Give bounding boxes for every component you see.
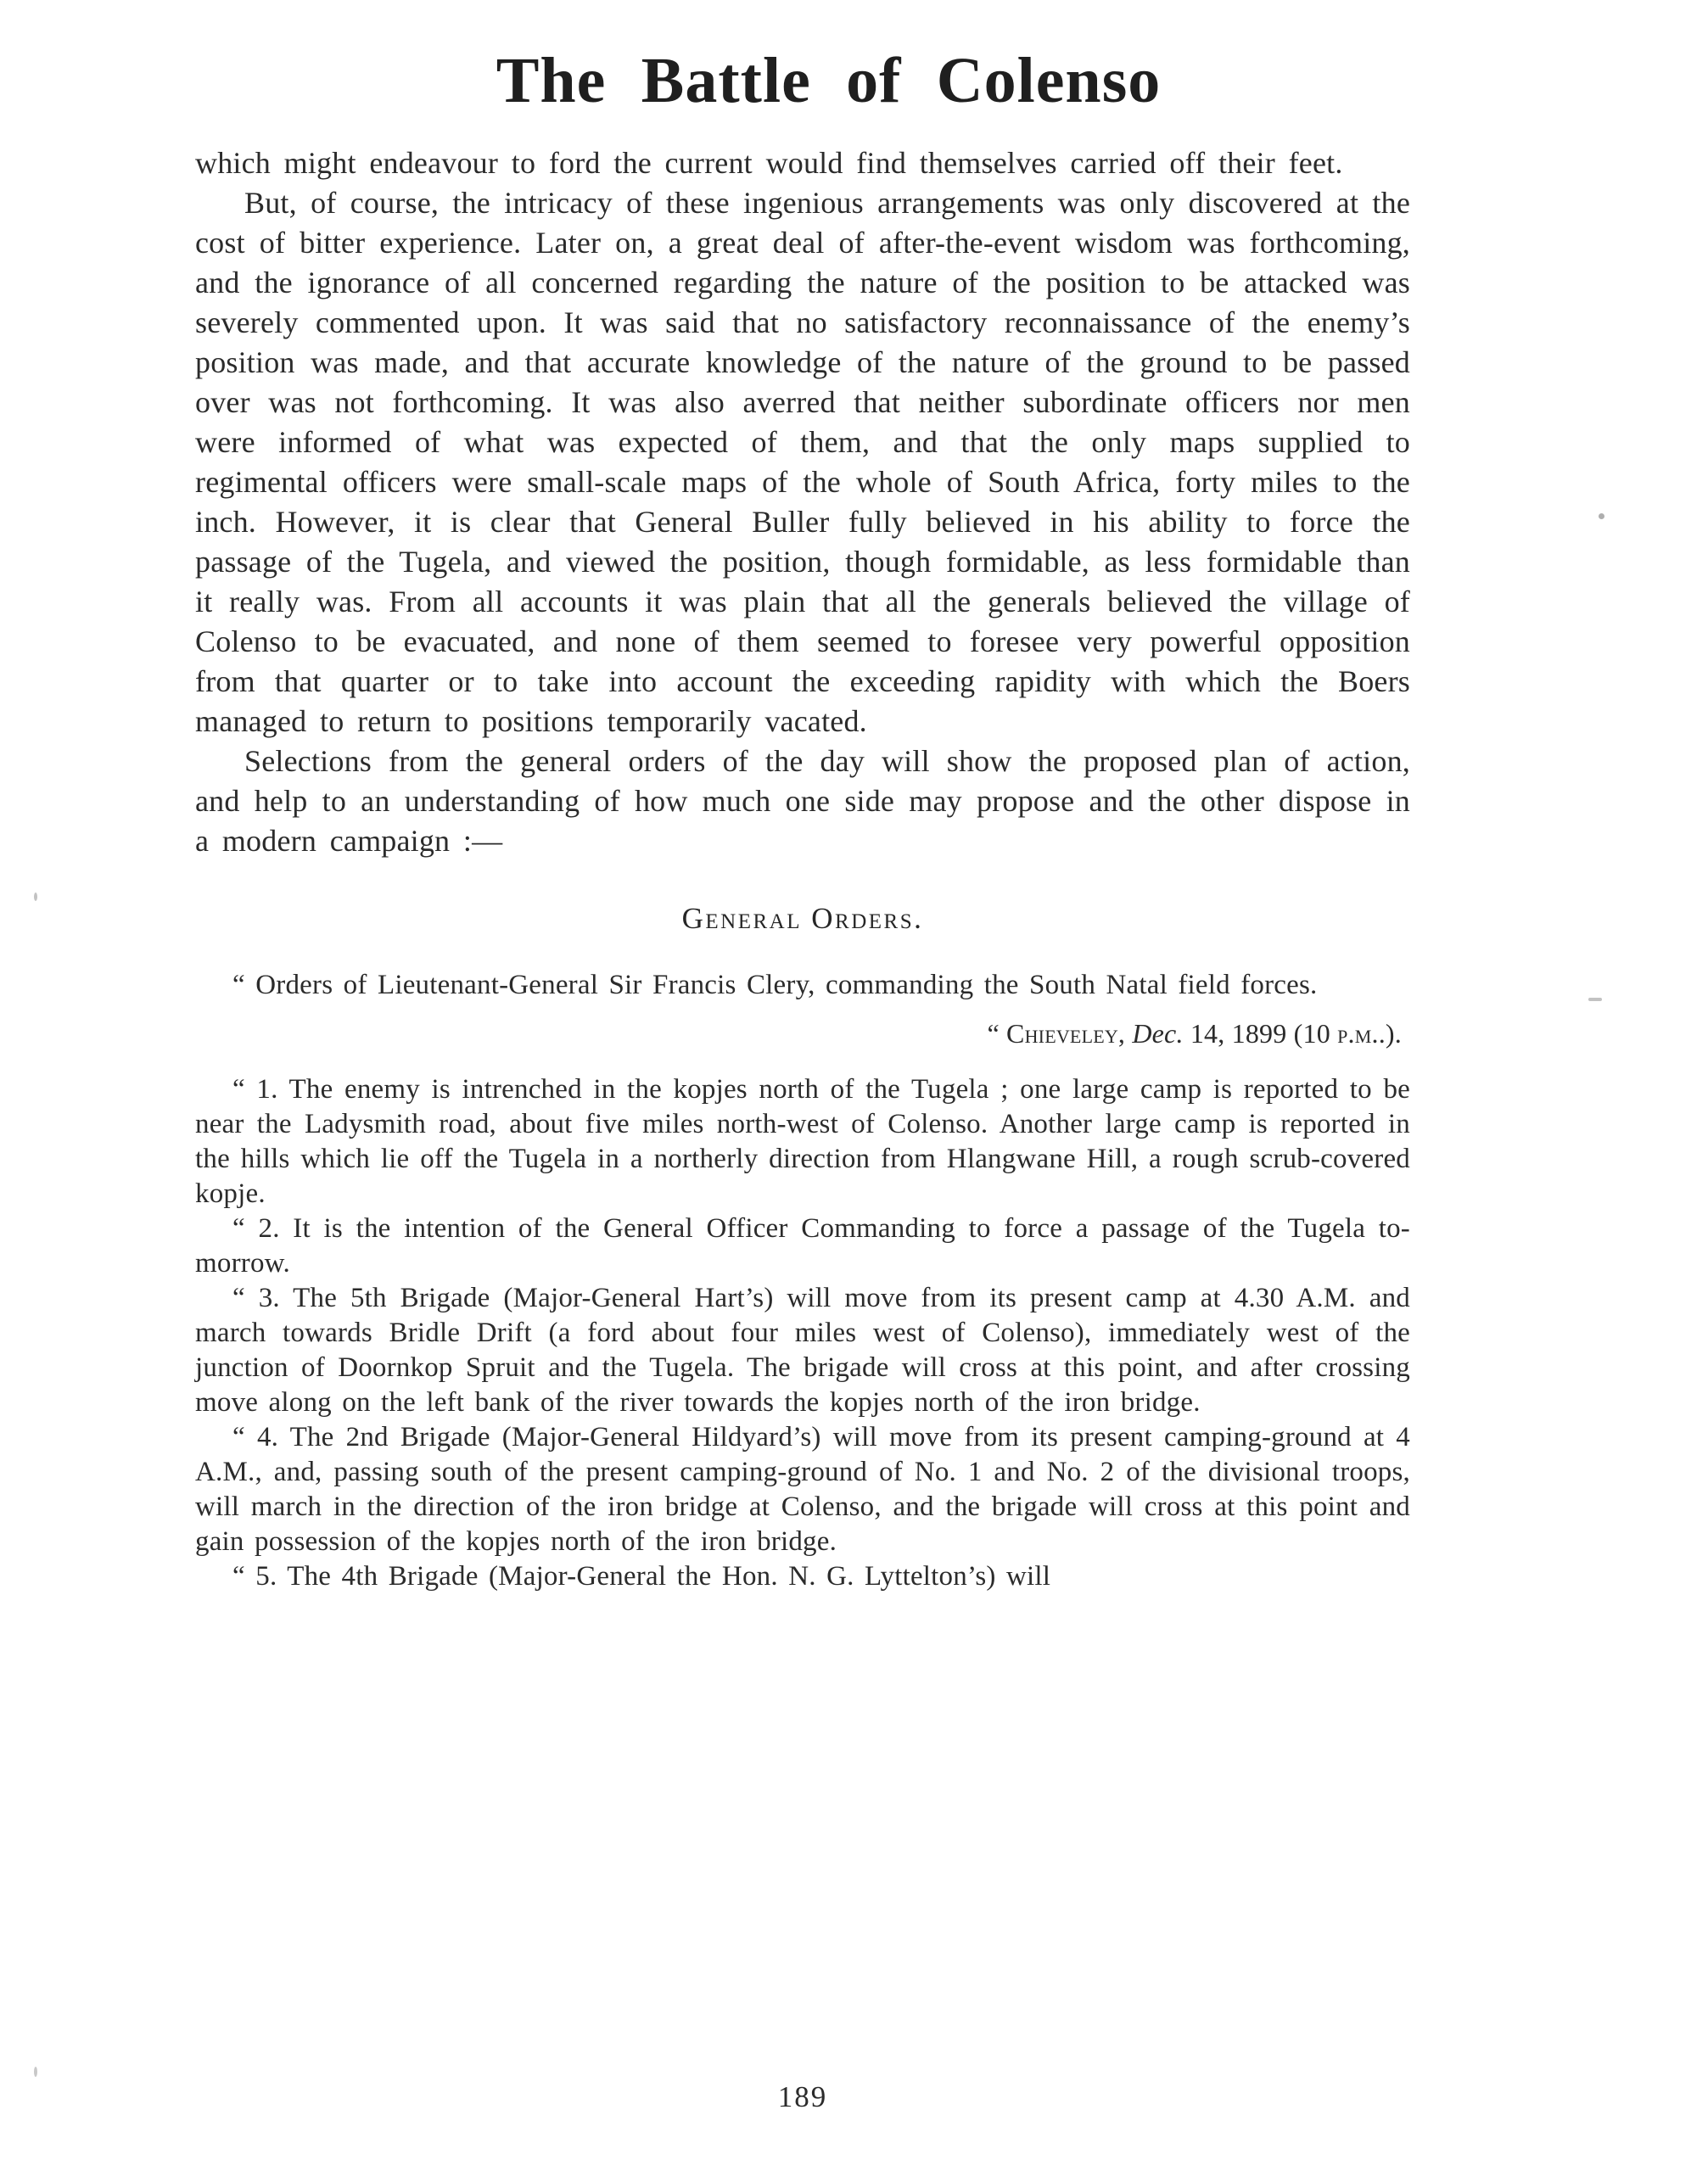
scan-speck bbox=[34, 893, 37, 901]
scan-speck bbox=[1599, 513, 1604, 519]
orders-dateline bbox=[195, 1016, 1402, 1050]
order-item-2: “ 2. It is the intention of the General Officer Commanding to force a passage of the Tugela to-morrow. bbox=[195, 1213, 1410, 1279]
order-item-4: “ 4. The 2nd Brigade (Major-General Hildyard’s) will move from its present camping-ground at 4 A.M., and, passing south of the present camping-ground of No. 1 and No. 2 of the divisional troops, will march in the direction of the iron bridge at Colenso, and the brigade will cross at this point and gain possession of the kopjes north of the iron bridge. bbox=[195, 1422, 1410, 1557]
dateline-month: Dec. bbox=[1125, 1018, 1184, 1049]
scan-speck bbox=[34, 2067, 37, 2077]
dateline-meridiem: p.m. bbox=[1337, 1018, 1379, 1049]
dateline-place: Chieveley, bbox=[1006, 1018, 1126, 1049]
orders-intro-paragraph: “ Orders of Lieutenant-General Sir Francis Clery, commanding the South Natal field forces. bbox=[232, 970, 1318, 1000]
dateline-open-quote: “ bbox=[987, 1018, 1007, 1049]
page-title: The Battle of Colenso bbox=[496, 45, 1162, 116]
order-item-1: “ 1. The enemy is intrenched in the kopjes north of the Tugela ; one large camp is reported to be near the Ladysmith road, about five miles north-west of Colenso. Another large camp is reported in the hills which lie off the Tugela in a northerly direction from Hlangwane Hill, a rough scrub-covered kopje. bbox=[195, 1074, 1410, 1209]
dateline-close: .). bbox=[1378, 1018, 1402, 1049]
order-item-5: “ 5. The 4th Brigade (Major-General the Hon. N. G. Lyttelton’s) will bbox=[232, 1561, 1051, 1592]
text-block bbox=[195, 143, 1410, 1594]
dateline-date: 14, 1899 (10 bbox=[1183, 1018, 1338, 1049]
page-number: 189 bbox=[777, 2080, 828, 2113]
general-orders-heading: General Orders. bbox=[681, 902, 924, 935]
scan-speck bbox=[1588, 998, 1602, 1001]
body-paragraph: which might endeavour to ford the current would find themselves carried off their feet. bbox=[195, 146, 1343, 180]
body-paragraph: But, of course, the intricacy of these ingenious arrangements was only discovered at the cost of bitter experience. Later on, a great deal of after-the-event wisdom was forthcoming, and the ignorance of all concerned regarding the nature of the position to be attacked was severely commented upon. It was said that no satisfactory reconnaissance of the enemy’s position was made, and that accurate knowledge of the nature of the ground to be passed over was not forthcoming. It was also averred that neither subordinate officers nor men were informed of what was expected of them, and that the only maps supplied to regimental officers were small-scale maps of the whole of South Africa, forty miles to the inch. However, it is clear that General Buller fully believed in his ability to force the passage of the Tugela, and viewed the position, though formidable, as less formidable than it really was. From all accounts it was plain that all the generals believed the village of Colenso to be evacuated, and none of them seemed to foresee very powerful opposition from that quarter or to take into account the exceeding rapidity with which the Boers managed to return to positions temporarily vacated. bbox=[195, 186, 1410, 738]
body-paragraph: Selections from the general orders of the day will show the proposed plan of action, and help to an understanding of how much one side may propose and the other dispose in a modern campaign :— bbox=[195, 744, 1410, 858]
order-item-3: “ 3. The 5th Brigade (Major-General Hart’s) will move from its present camp at 4.30 A.M. and march towards Bridle Drift (a ford about four miles west of Colenso), immediately west of the junction of Doornkop Spruit and the Tugela. The brigade will cross at this point, and after crossing move along on the left bank of the river towards the kopjes north of the iron bridge. bbox=[195, 1283, 1410, 1418]
